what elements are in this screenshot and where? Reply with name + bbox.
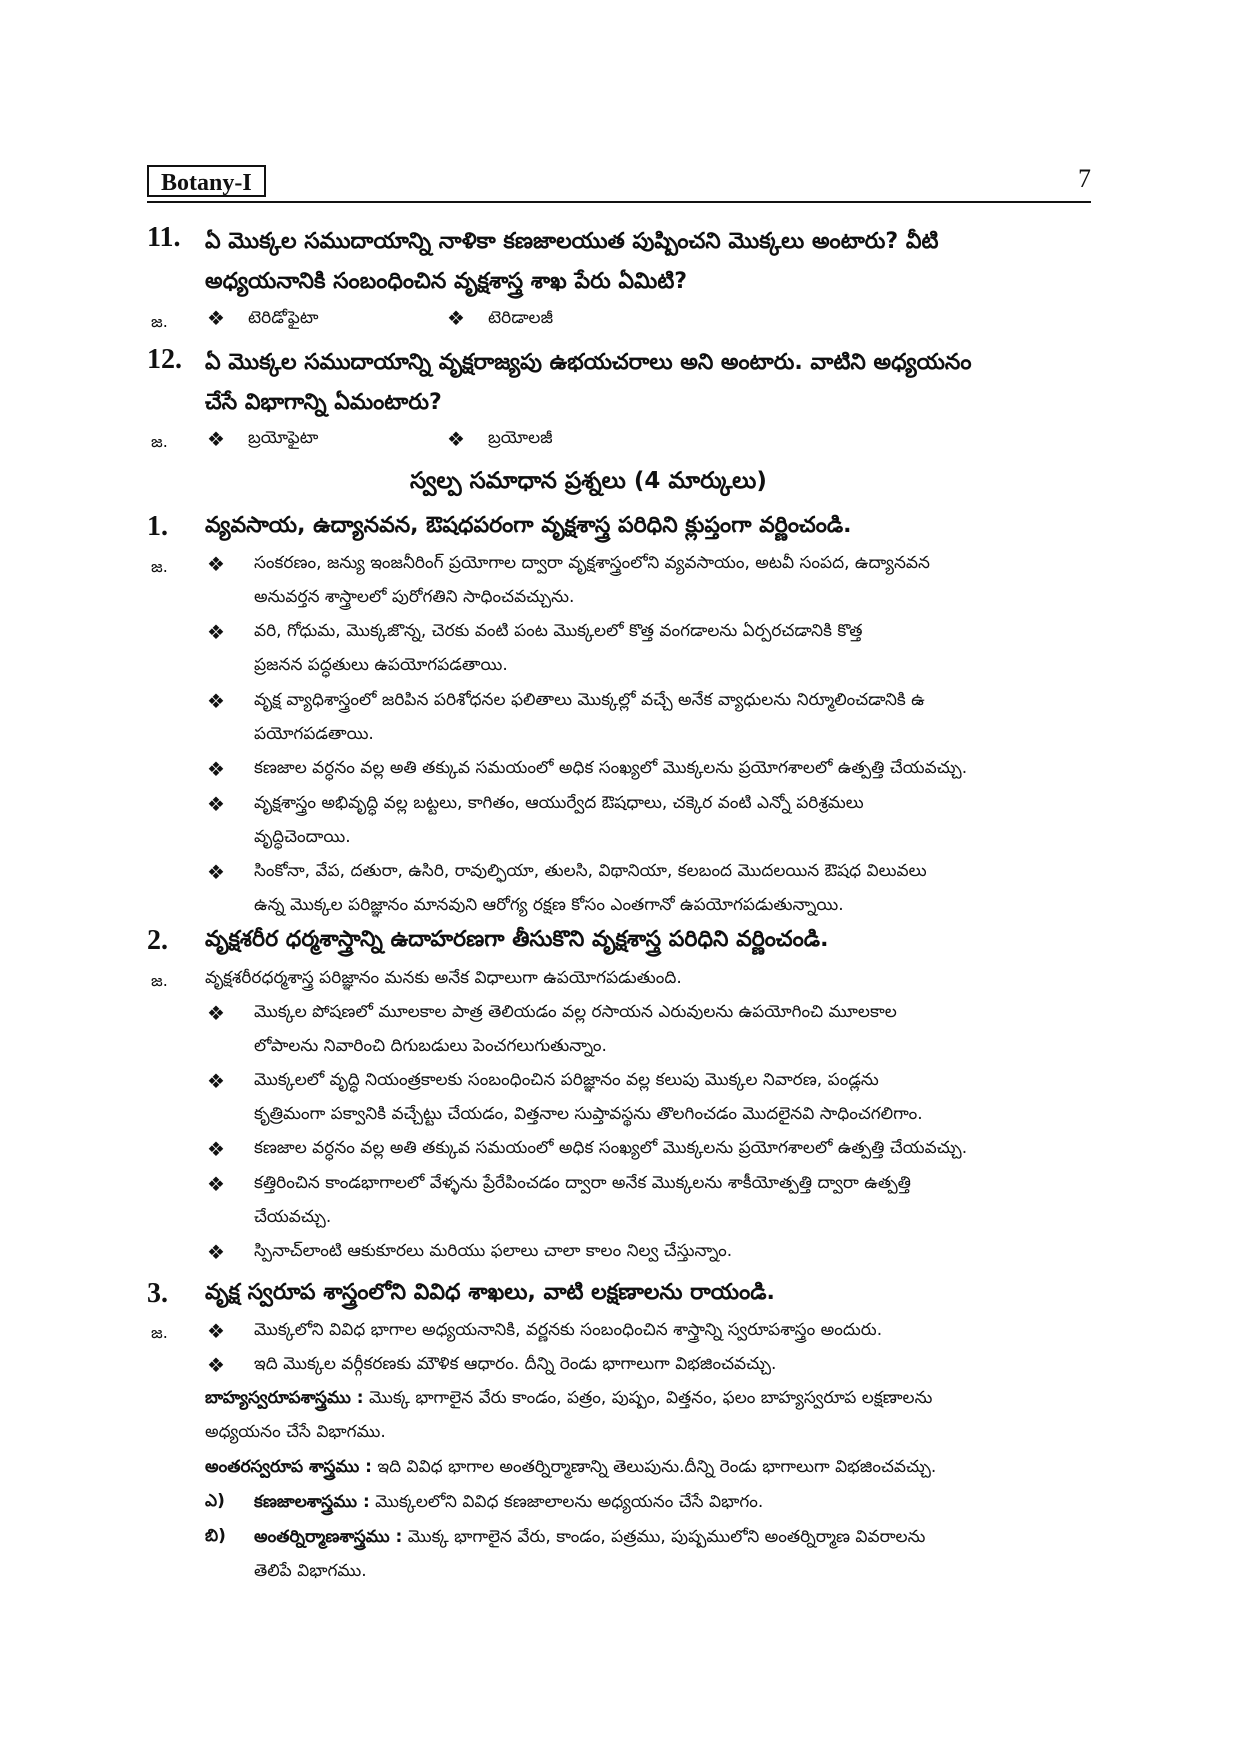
question-line: ఏ మొక్కల సముదాయాన్ని నాళికా కణజాలయుత పుష్పించని మొక్కలు అంటారు? వీటి	[205, 229, 939, 254]
bullet-line: ప్రజనన పద్ధతులు ఉపయోగపడతాయి.	[254, 655, 508, 675]
answer-label: జ.	[151, 1323, 168, 1342]
diamond-bullet-icon: ❖	[207, 860, 225, 884]
diamond-bullet-icon: ❖	[207, 1319, 225, 1343]
definition-term: అంతరస్వరూప శాస్త్రము :	[205, 1457, 372, 1477]
question-line: ఏ మొక్కల సముదాయాన్ని వృక్షరాజ్యపు ఉభయచరాలు అని అంటారు. వాటిని అధ్యయనం	[205, 350, 972, 375]
bullet-line: వృక్షశాస్త్రం అభివృద్ధి వల్ల బట్టలు, కాగితం, ఆయుర్వేద ఔషధాలు, చక్కెర వంటి ఎన్నో పరిశ్రమలు	[254, 793, 864, 813]
bullet-line: ఉన్న మొక్కల పరిజ్ఞానం మానవుని ఆరోగ్య రక్షణ కోసం ఎంతగానో ఉపయోగపడుతున్నాయి.	[254, 895, 844, 915]
question-text: వృక్ష స్వరూప శాస్త్రంలోని వివిధ శాఖలు, వాటి లక్షణాలను రాయండి.	[205, 1280, 775, 1305]
bullet-line: స్పినాచ్‌లాంటి ఆకుకూరలు మరియు ఫలాలు చాలా కాలం నిల్వ చేస్తున్నాం.	[254, 1241, 733, 1261]
sub-item	[254, 1485, 1090, 1519]
diamond-bullet-icon: ❖	[207, 689, 225, 713]
answer-label: జ.	[151, 557, 168, 576]
bullet-line: కృత్రిమంగా పక్వానికి వచ్చేట్టు చేయడం, విత్తనాల సుప్తావస్థను తొలగించడం మొదలైనవి సాధించగలిగాం.	[254, 1104, 923, 1124]
bullet-item	[254, 683, 1090, 751]
sub-item-text: మొక్క భాగాలైన వేరు, కాండం, పత్రము, పుష్పములోని అంతర్నిర్మాణ వివరాలను	[407, 1527, 926, 1547]
bullet-item	[254, 1131, 1090, 1165]
definition-paragraph	[205, 1381, 1090, 1449]
bullet-line: మొక్కలలో వృద్ధి నియంత్రకాలకు సంబంధించిన పరిజ్ఞానం వల్ల కలుపు మొక్కల నివారణ, పండ్లను	[254, 1070, 879, 1090]
diamond-bullet-icon: ❖	[447, 306, 465, 330]
bullet-line: కణజాల వర్ధనం వల్ల అతి తక్కువ సమయంలో అధిక సంఖ్యలో మొక్కలను ప్రయోగశాలలో ఉత్పత్తి చేయవచ్చు.	[254, 1138, 968, 1158]
sub-item-line	[254, 1520, 1090, 1554]
question-number: 12.	[147, 344, 182, 375]
question-text	[205, 343, 1090, 423]
bullet-line: వృక్ష వ్యాధిశాస్త్రంలో జరిపిన పరిశోధనల ఫలితాలు మొక్కల్లో వచ్చే అనేక వ్యాధులను నిర్మూలించడానికి ఉ	[254, 690, 925, 710]
diamond-bullet-icon: ❖	[207, 1001, 225, 1025]
sub-item-term: కణజాలశాస్త్రము :	[254, 1492, 370, 1512]
answer-term: బ్రయోఫైటా	[248, 428, 319, 448]
answer-term: టెరిడోఫైటా	[248, 308, 319, 328]
diamond-bullet-icon: ❖	[207, 1137, 225, 1161]
sub-item-label: ఎ)	[205, 1491, 225, 1511]
header-divider	[147, 201, 1091, 203]
diamond-bullet-icon: ❖	[207, 792, 225, 816]
definition-line	[205, 1381, 1090, 1415]
bullet-line: మొక్కల పోషణలో మూలకాల పాత్ర తెలియడం వల్ల రసాయన ఎరువులను ఉపయోగించి మూలకాల	[254, 1002, 897, 1022]
question-number: 1.	[147, 511, 168, 542]
answer-label: జ.	[151, 312, 168, 331]
bullet-line: సింకోనా, వేప, దతురా, ఉసిరి, రావుల్ఫియా, తులసి, విథానియా, కలబంద మొదలయిన ఔషధ విలువలు	[254, 861, 927, 881]
answer-label: జ.	[151, 432, 168, 451]
question-line: అధ్యయనానికి సంబంధించిన వృక్షశాస్త్ర శాఖ పేరు ఏమిటి?	[205, 269, 688, 294]
page-number: 7	[1078, 164, 1091, 193]
question-text	[205, 222, 1090, 302]
diamond-bullet-icon: ❖	[447, 427, 465, 451]
bullet-item: ఇది మొక్కల వర్గీకరణకు మౌళిక ఆధారం. దీన్ని రెండు భాగాలుగా విభజించవచ్చు.	[254, 1354, 777, 1374]
question-line: చేసే విభాగాన్ని ఏమంటారు?	[205, 390, 442, 415]
diamond-bullet-icon: ❖	[207, 1240, 225, 1264]
definition-text: ఇది వివిధ భాగాల అంతర్నిర్మాణాన్ని తెలుపును.దీన్ని రెండు భాగాలుగా విభజించవచ్చు.	[377, 1457, 937, 1477]
sub-item-line: తెలిపే విభాగము.	[254, 1561, 367, 1581]
bullet-line: కణజాల వర్ధనం వల్ల అతి తక్కువ సమయంలో అధిక సంఖ్యలో మొక్కలను ప్రయోగశాలలో ఉత్పత్తి చేయవచ్చు.	[254, 758, 968, 778]
bullet-line: అనువర్తన శాస్త్రాలలో పురోగతిని సాధించవచ్చును.	[254, 587, 575, 607]
bullet-line: పయోగపడతాయి.	[254, 724, 374, 744]
question-text: వృక్షశరీర ధర్మశాస్త్రాన్ని ఉదాహరణగా తీసుకొని వృక్షశాస్త్ర పరిధిని వర్ణించండి.	[205, 927, 829, 952]
definition-text: మొక్క భాగాలైన వేరు కాండం, పత్రం, పుష్పం, విత్తనం, ఫలం బాహ్యస్వరూప లక్షణాలను	[368, 1388, 933, 1408]
diamond-bullet-icon: ❖	[207, 1353, 225, 1377]
bullet-item	[254, 786, 1090, 854]
bullet-item	[254, 995, 1090, 1063]
sub-item	[254, 1520, 1090, 1588]
answer-label: జ.	[151, 971, 168, 990]
diamond-bullet-icon: ❖	[207, 306, 225, 330]
bullet-line: సంకరణం, జన్యు ఇంజనీరింగ్ ప్రయోగాల ద్వారా వృక్షశాస్త్రంలోని వ్యవసాయం, అటవీ సంపద, ఉద్యానవన	[254, 553, 930, 573]
sub-item-line	[254, 1485, 1090, 1519]
book-title: Botany-I	[161, 170, 252, 196]
question-number: 3.	[147, 1278, 168, 1309]
definition-line: అధ్యయనం చేసే విభాగము.	[205, 1422, 386, 1442]
diamond-bullet-icon: ❖	[207, 427, 225, 451]
question-number: 11.	[147, 222, 181, 253]
definition-paragraph	[205, 1450, 1090, 1484]
diamond-bullet-icon: ❖	[207, 552, 225, 576]
section-title: స్వల్ప సమాధాన ప్రశ్నలు (4 మార్కులు)	[410, 468, 767, 494]
bullet-line: వరి, గోధుమ, మొక్కజొన్న, చెరకు వంటి పంట మొక్కలలో కొత్త వంగడాలను ఏర్పరచడానికి కొత్త	[254, 621, 863, 641]
bullet-item	[254, 854, 1090, 922]
answer-term: టెరిడాలజీ	[488, 308, 554, 328]
bullet-item: మొక్కలోని వివిధ భాగాల అధ్యయనానికి, వర్ణనకు సంబంధించిన శాస్త్రాన్ని స్వరూపశాస్త్రం అందురు.	[254, 1320, 883, 1340]
bullet-item	[254, 614, 1090, 682]
bullet-item	[254, 1234, 1090, 1268]
diamond-bullet-icon: ❖	[207, 757, 225, 781]
diamond-bullet-icon: ❖	[207, 1172, 225, 1196]
sub-item-term: అంతర్నిర్మాణశాస్త్రము :	[254, 1527, 403, 1547]
question-number: 2.	[147, 925, 168, 956]
answer-term: బ్రయోలజీ	[488, 428, 553, 448]
bullet-line: కత్తిరించిన కాండభాగాలలో వేళ్ళను ప్రేరేపించడం ద్వారా అనేక మొక్కలను శాకీయోత్పత్తి ద్వారా ఉత్పత్తి	[254, 1173, 911, 1193]
question-text: వ్యవసాయ, ఉద్యానవన, ఔషధపరంగా వృక్షశాస్త్ర పరిధిని క్లుప్తంగా వర్ణించండి.	[205, 513, 852, 538]
bullet-line: చేయవచ్చు.	[254, 1207, 332, 1227]
sub-item-label: బి)	[205, 1526, 226, 1546]
definition-term: బాహ్యస్వరూపశాస్త్రము :	[205, 1388, 364, 1408]
diamond-bullet-icon: ❖	[207, 620, 225, 644]
bullet-item	[254, 1063, 1090, 1131]
bullet-item	[254, 1166, 1090, 1234]
diamond-bullet-icon: ❖	[207, 1069, 225, 1093]
bullet-line: లోపాలను నివారించి దిగుబడులు పెంచగలుగుతున్నాం.	[254, 1036, 607, 1056]
bullet-item	[254, 751, 1090, 785]
book-title-box	[147, 165, 266, 197]
bullet-item	[254, 546, 1090, 614]
bullet-line: వృద్ధిచెందాయి.	[254, 827, 351, 847]
answer-intro: వృక్షశరీరధర్మశాస్త్ర పరిజ్ఞానం మనకు అనేక విధాలుగా ఉపయోగపడుతుంది.	[205, 968, 682, 988]
sub-item-text: మొక్కలలోని వివిధ కణజాలాలను అధ్యయనం చేసే విభాగం.	[375, 1492, 764, 1512]
